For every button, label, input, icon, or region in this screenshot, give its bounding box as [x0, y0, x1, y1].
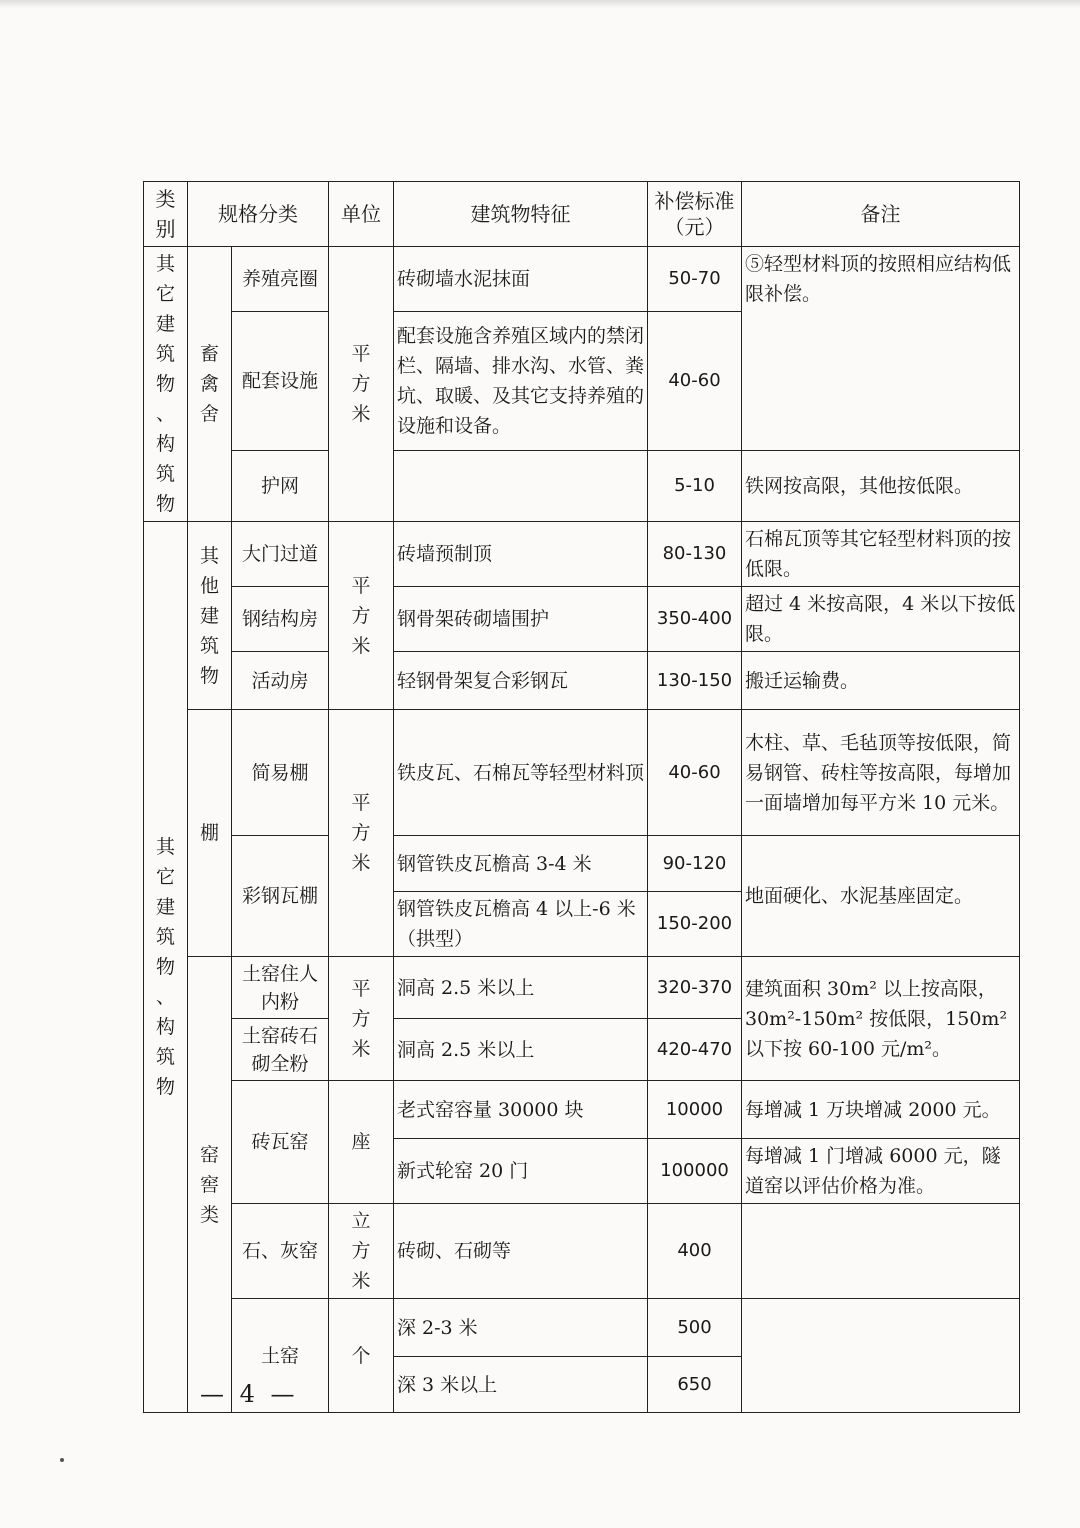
unit-cell: 个 [329, 1299, 394, 1413]
note-cell: ⑤轻型材料顶的按照相应结构低限补偿。 [742, 247, 1020, 451]
note-cell [742, 1299, 1020, 1413]
feature-cell: 洞高 2.5 米以上 [394, 957, 648, 1019]
feature-cell: 钢管铁皮瓦檐高 3-4 米 [394, 836, 648, 892]
price-cell: 320-370 [648, 957, 742, 1019]
header-standard: 补偿标准（元） [648, 182, 742, 247]
note-cell: 每增减 1 万块增减 2000 元。 [742, 1081, 1020, 1139]
note-cell: 每增减 1 门增减 6000 元，隧道窑以评估价格为准。 [742, 1139, 1020, 1204]
note-cell: 搬迁运输费。 [742, 652, 1020, 710]
page-number: — 4 — [200, 1380, 299, 1408]
feature-cell: 配套设施含养殖区域内的禁闭栏、隔墙、排水沟、水管、粪坑、取暖、及其它支持养殖的设施和设备。 [394, 311, 648, 450]
section-livestock: 畜禽舍 [188, 247, 232, 522]
price-cell: 500 [648, 1299, 742, 1357]
spec-cell: 大门过道 [232, 522, 329, 587]
table-row [144, 587, 1020, 652]
feature-cell: 轻钢骨架复合彩钢瓦 [394, 652, 648, 710]
spec-cell: 养殖亮圈 [232, 247, 329, 312]
feature-cell: 砖砌墙水泥抹面 [394, 247, 648, 312]
section-other-structures: 其他建筑物 [188, 522, 232, 710]
spec-cell: 钢结构房 [232, 587, 329, 652]
price-cell: 400 [648, 1204, 742, 1299]
table-row [144, 247, 1020, 312]
spec-cell: 活动房 [232, 652, 329, 710]
table-row [144, 1204, 1020, 1299]
price-cell: 40-60 [648, 311, 742, 450]
table-row [144, 957, 1020, 1019]
table-row [144, 1081, 1020, 1139]
spec-cell: 土窑砖石砌全粉 [232, 1019, 329, 1081]
table-row [144, 710, 1020, 836]
feature-cell: 洞高 2.5 米以上 [394, 1019, 648, 1081]
scan-speck [60, 1458, 64, 1462]
spec-cell: 护网 [232, 450, 329, 521]
note-cell: 地面硬化、水泥基座固定。 [742, 836, 1020, 957]
feature-cell: 深 2-3 米 [394, 1299, 648, 1357]
feature-cell: 老式窑容量 30000 块 [394, 1081, 648, 1139]
note-cell: 建筑面积 30m² 以上按高限，30m²-150m² 按低限，150m² 以下按 60-100 元/m²。 [742, 957, 1020, 1081]
price-cell: 90-120 [648, 836, 742, 892]
spec-cell: 彩钢瓦棚 [232, 836, 329, 957]
unit-cell: 平方米 [329, 247, 394, 522]
spec-cell: 配套设施 [232, 311, 329, 450]
price-cell: 50-70 [648, 247, 742, 312]
feature-cell: 钢管铁皮瓦檐高 4 以上-6 米（拱型） [394, 892, 648, 957]
note-cell [742, 1204, 1020, 1299]
spec-cell: 简易棚 [232, 710, 329, 836]
header-note: 备注 [742, 182, 1020, 247]
section-other-buildings-2: 其它建筑物、构筑物 [144, 522, 188, 1413]
feature-cell: 深 3 米以上 [394, 1357, 648, 1413]
section-shed: 棚 [188, 710, 232, 957]
price-cell: 350-400 [648, 587, 742, 652]
spec-cell: 砖瓦窑 [232, 1081, 329, 1204]
note-cell: 超过 4 米按高限，4 米以下按低限。 [742, 587, 1020, 652]
header-spec: 规格分类 [188, 182, 329, 247]
unit-cell: 立方米 [329, 1204, 394, 1299]
price-cell: 150-200 [648, 892, 742, 957]
section-other-buildings-1: 其它建筑物、构筑物 [144, 247, 188, 522]
compensation-table [143, 181, 1020, 1413]
table-row [144, 652, 1020, 710]
table-row [144, 522, 1020, 587]
spec-cell: 土窑 [232, 1299, 329, 1413]
price-cell: 100000 [648, 1139, 742, 1204]
scan-top-edge [0, 0, 1080, 8]
unit-cell: 座 [329, 1081, 394, 1204]
price-cell: 420-470 [648, 1019, 742, 1081]
feature-cell: 砖砌、石砌等 [394, 1204, 648, 1299]
table-row [144, 836, 1020, 892]
feature-cell: 砖墙预制顶 [394, 522, 648, 587]
feature-cell: 新式轮窑 20 门 [394, 1139, 648, 1204]
header-category: 类别 [144, 182, 188, 247]
spec-cell: 土窑住人内粉 [232, 957, 329, 1019]
feature-cell: 铁皮瓦、石棉瓦等轻型材料顶 [394, 710, 648, 836]
section-kiln: 窑窖类 [188, 957, 232, 1413]
unit-cell: 平方米 [329, 957, 394, 1081]
table-header-row [144, 182, 1020, 247]
spec-cell: 石、灰窑 [232, 1204, 329, 1299]
table-row [144, 450, 1020, 521]
feature-cell [394, 450, 648, 521]
price-cell: 80-130 [648, 522, 742, 587]
note-cell: 木柱、草、毛毡顶等按低限，简易钢管、砖柱等按高限，每增加一面墙增加每平方米 10 元米。 [742, 710, 1020, 836]
price-cell: 130-150 [648, 652, 742, 710]
note-cell: 铁网按高限，其他按低限。 [742, 450, 1020, 521]
header-unit: 单位 [329, 182, 394, 247]
price-cell: 650 [648, 1357, 742, 1413]
price-cell: 40-60 [648, 710, 742, 836]
feature-cell: 钢骨架砖砌墙围护 [394, 587, 648, 652]
unit-cell: 平方米 [329, 522, 394, 710]
price-cell: 10000 [648, 1081, 742, 1139]
price-cell: 5-10 [648, 450, 742, 521]
table-row [144, 1299, 1020, 1357]
note-cell: 石棉瓦顶等其它轻型材料顶的按低限。 [742, 522, 1020, 587]
header-feature: 建筑物特征 [394, 182, 648, 247]
unit-cell: 平方米 [329, 710, 394, 957]
